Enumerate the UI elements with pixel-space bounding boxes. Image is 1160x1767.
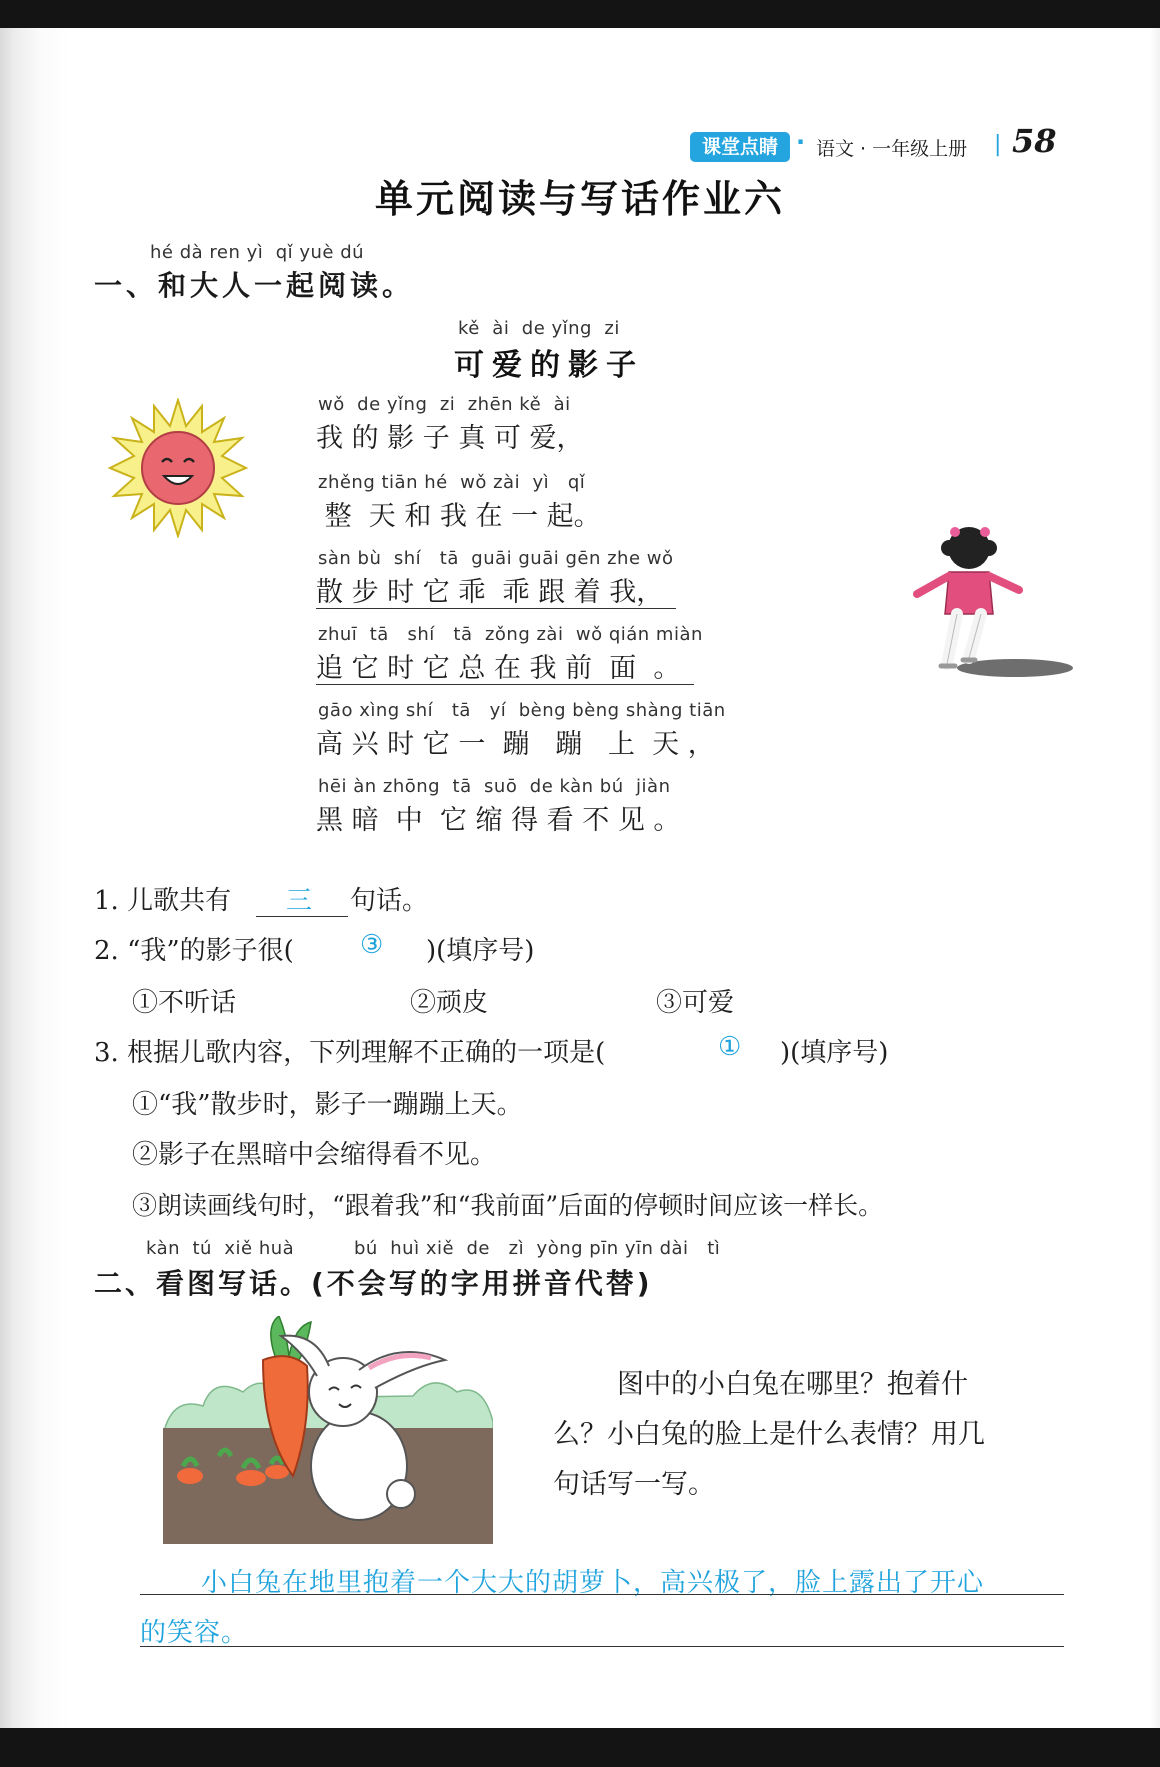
poem-line-5-pinyin: gāo xìng shí tā yí bèng bèng shàng tiān xyxy=(318,700,726,721)
q2-option-1: ①不听话 xyxy=(132,988,237,1018)
header-separator: | xyxy=(994,132,1002,157)
small-carrot-2 xyxy=(236,1470,266,1486)
section2-pinyin-2: bú huì xiě de zì yòng pīn yīn dài tì xyxy=(354,1238,721,1259)
sun-face xyxy=(142,432,214,504)
girl-bow-left xyxy=(950,527,960,537)
answer-line-2: 的笑容。 xyxy=(140,1618,249,1648)
section2-heading: 二、看图写话。(不会写的字用拼音代替) xyxy=(94,1267,653,1300)
q3-option-3: ③朗读画线句时，“跟着我”和“我前面”后面的停顿时间应该一样长。 xyxy=(132,1191,884,1220)
q2-prefix: 2. “我”的影子很( xyxy=(94,936,294,966)
page-number: 58 xyxy=(1012,122,1057,160)
poem-line-4-pinyin: zhuī tā shí tā zǒng zài wǒ qián miàn xyxy=(318,624,703,645)
poem-line-3-underline xyxy=(316,608,676,609)
header-dot: · xyxy=(796,128,806,156)
answer-line-1: 小白兔在地里抱着一个大大的胡萝卜，高兴极了，脸上露出了开心 xyxy=(201,1568,985,1598)
q2-suffix: )(填序号) xyxy=(426,936,535,966)
q3-prefix: 3. 根据儿歌内容，下列理解不正确的一项是( xyxy=(94,1038,606,1068)
prompt-line-1: 图中的小白兔在哪里？抱着什 xyxy=(617,1369,968,1400)
q2-option-2: ②顽皮 xyxy=(410,988,489,1018)
header-badge: 课堂点睛 xyxy=(690,132,790,162)
rabbit-illustration xyxy=(163,1316,493,1544)
girl-hair-bun-left xyxy=(941,540,957,556)
poem-line-3-pinyin: sàn bù shí tā guāi guāi gēn zhe wǒ xyxy=(318,548,674,569)
q3-option-1: ①“我”散步时，影子一蹦蹦上天。 xyxy=(132,1090,523,1120)
poem-line-2: 整 天 和 我 在 一 起。 xyxy=(316,501,601,532)
poem-title-pinyin: kě ài de yǐng zi xyxy=(458,318,620,339)
poem-line-1: 我 的 影 子 真 可 爱， xyxy=(316,423,584,454)
prompt-line-2: 么？小白兔的脸上是什么表情？用几 xyxy=(553,1419,985,1450)
girl-bow-right xyxy=(980,527,990,537)
girl-hair-bun-right xyxy=(981,540,997,556)
section2-pinyin-1: kàn tú xiě huà xyxy=(146,1238,295,1259)
prompt-line-3: 句话写一写。 xyxy=(553,1469,715,1500)
q1-answer: 三 xyxy=(286,886,313,916)
poem-line-4-underline xyxy=(316,684,694,685)
q1-prefix: 1. 儿歌共有 xyxy=(94,886,232,916)
q2-option-3: ③可爱 xyxy=(656,988,735,1018)
q1-suffix: 句话。 xyxy=(350,886,429,916)
answer-underline-1 xyxy=(140,1594,1064,1595)
q3-option-2: ②影子在黑暗中会缩得看不见。 xyxy=(132,1140,497,1170)
workbook-page xyxy=(0,28,1160,1728)
poem-line-6: 黑 暗 中 它 缩 得 看 不 见 。 xyxy=(316,805,681,836)
sun-illustration xyxy=(108,398,248,538)
q2-answer: ③ xyxy=(360,930,384,960)
poem-line-5: 高 兴 时 它 一 蹦 蹦 上 天 ， xyxy=(316,729,715,760)
poem-line-2-pinyin: zhěng tiān hé wǒ zài yì qǐ xyxy=(318,472,586,493)
poem-title: 可爱的影子 xyxy=(454,348,644,383)
small-carrot-1 xyxy=(177,1468,203,1484)
header-subject: 语文 · 一年级上册 xyxy=(816,138,968,160)
poem-line-4: 追 它 时 它 总 在 我 前 面 。 xyxy=(316,653,681,684)
q3-suffix: )(填序号) xyxy=(780,1038,889,1068)
rabbit-tail xyxy=(387,1480,415,1508)
q3-answer: ① xyxy=(718,1032,742,1062)
poem-line-3: 散 步 时 它 乖 乖 跟 着 我， xyxy=(316,577,664,608)
small-carrot-3 xyxy=(265,1465,289,1479)
answer-underline-2 xyxy=(140,1646,1064,1647)
section1-heading: 一、和大人一起阅读。 xyxy=(94,269,415,302)
poem-line-6-pinyin: hēi àn zhōng tā suō de kàn bú jiàn xyxy=(318,776,671,797)
girl-illustration xyxy=(905,518,1075,688)
poem-line-1-pinyin: wǒ de yǐng zi zhēn kě ài xyxy=(318,394,571,415)
section1-pinyin: hé dà ren yì qǐ yuè dú xyxy=(150,242,365,263)
page-title: 单元阅读与写话作业六 xyxy=(374,177,785,221)
